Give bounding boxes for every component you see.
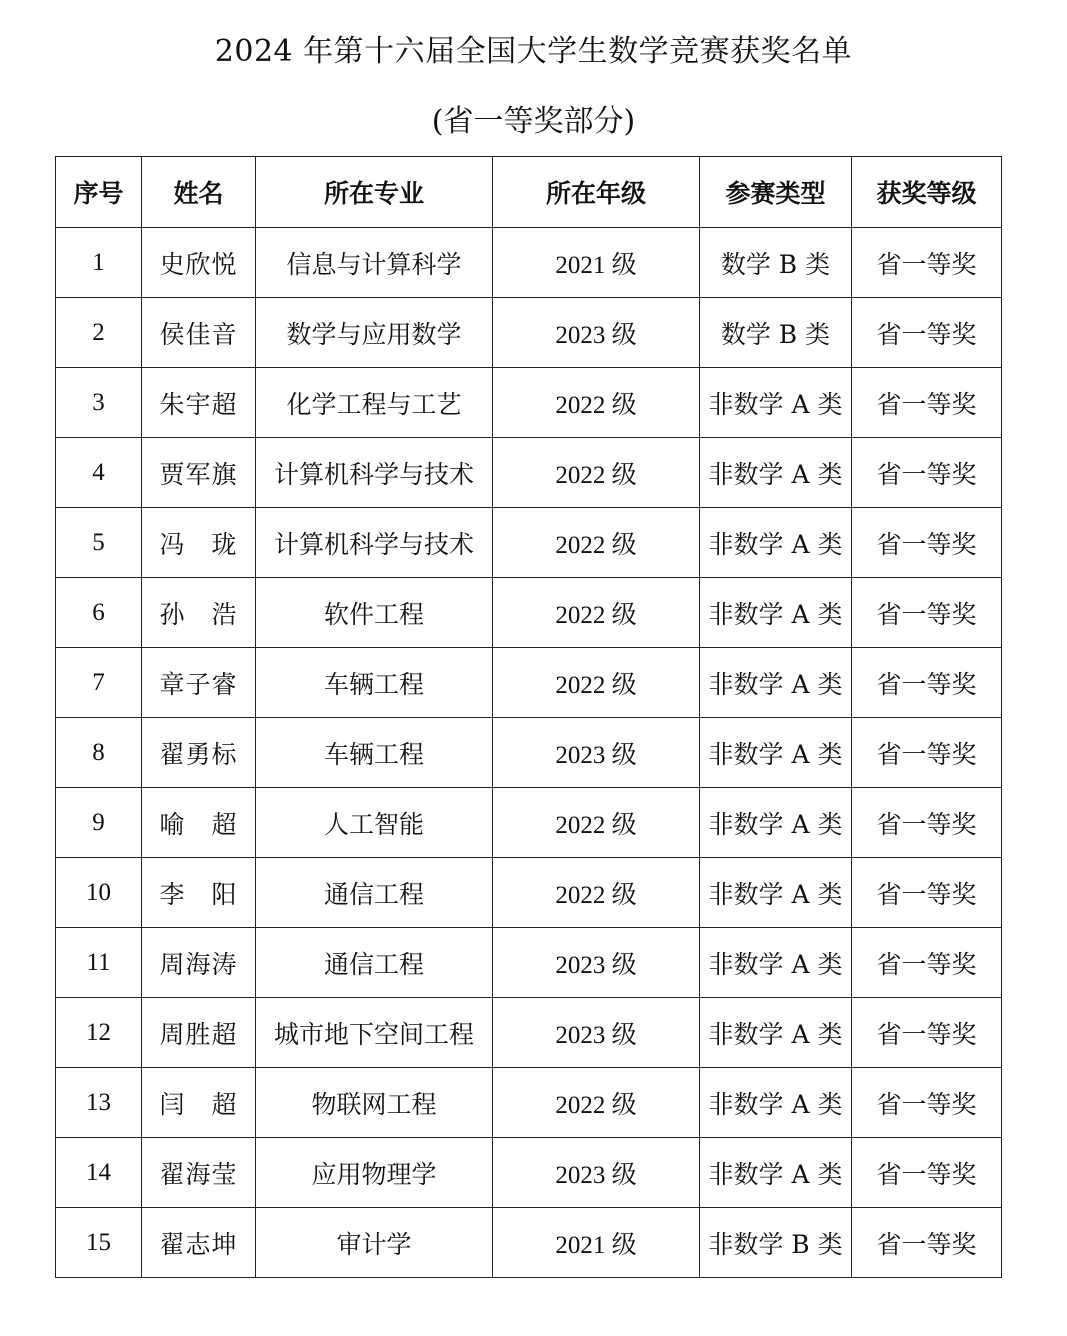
table-row xyxy=(56,788,1002,858)
grade-year-cell: 2022 级 xyxy=(493,1068,700,1138)
table-row xyxy=(56,998,1002,1068)
table-row xyxy=(56,228,1002,298)
award-level-cell: 省一等奖 xyxy=(852,578,1002,648)
student-name-cell: 孙 浩 xyxy=(142,578,256,648)
student-name-cell: 翟志坤 xyxy=(142,1208,256,1278)
serial-number-cell: 14 xyxy=(56,1138,142,1208)
document-subtitle: (省一等奖部分) xyxy=(431,104,636,139)
table-body xyxy=(56,228,1002,1278)
award-level-cell: 省一等奖 xyxy=(852,368,1002,438)
table-row xyxy=(56,648,1002,718)
header-serial-number: 序号 xyxy=(56,157,142,228)
competition-type-cell: 非数学 A 类 xyxy=(700,928,852,998)
award-level-cell: 省一等奖 xyxy=(852,1068,1002,1138)
serial-number-cell: 10 xyxy=(56,858,142,928)
award-level-cell: 省一等奖 xyxy=(852,998,1002,1068)
competition-type-cell: 非数学 A 类 xyxy=(700,858,852,928)
major-cell: 车辆工程 xyxy=(256,718,493,788)
award-level-cell: 省一等奖 xyxy=(852,928,1002,998)
student-name-cell: 周胜超 xyxy=(142,998,256,1068)
student-name-cell: 贾军旗 xyxy=(142,438,256,508)
award-level-cell: 省一等奖 xyxy=(852,648,1002,718)
student-name-cell: 史欣悦 xyxy=(142,228,256,298)
table-row xyxy=(56,578,1002,648)
major-cell: 城市地下空间工程 xyxy=(256,998,493,1068)
serial-number-cell: 11 xyxy=(56,928,142,998)
major-cell: 化学工程与工艺 xyxy=(256,368,493,438)
award-level-cell: 省一等奖 xyxy=(852,858,1002,928)
header-award-level: 获奖等级 xyxy=(852,157,1002,228)
student-name-cell: 章子睿 xyxy=(142,648,256,718)
competition-type-cell: 非数学 A 类 xyxy=(700,1068,852,1138)
competition-type-cell: 非数学 A 类 xyxy=(700,998,852,1068)
serial-number-cell: 15 xyxy=(56,1208,142,1278)
award-level-cell: 省一等奖 xyxy=(852,438,1002,508)
student-name-cell: 冯 珑 xyxy=(142,508,256,578)
grade-year-cell: 2023 级 xyxy=(493,718,700,788)
table-row xyxy=(56,1068,1002,1138)
major-cell: 物联网工程 xyxy=(256,1068,493,1138)
award-level-cell: 省一等奖 xyxy=(852,788,1002,858)
grade-year-cell: 2022 级 xyxy=(493,788,700,858)
major-cell: 审计学 xyxy=(256,1208,493,1278)
student-name-cell: 周海涛 xyxy=(142,928,256,998)
major-cell: 通信工程 xyxy=(256,928,493,998)
table-row xyxy=(56,438,1002,508)
table-row xyxy=(56,928,1002,998)
major-cell: 计算机科学与技术 xyxy=(256,438,493,508)
major-cell: 车辆工程 xyxy=(256,648,493,718)
competition-type-cell: 数学 B 类 xyxy=(700,298,852,368)
major-cell: 计算机科学与技术 xyxy=(256,508,493,578)
table-row xyxy=(56,368,1002,438)
serial-number-cell: 2 xyxy=(56,298,142,368)
student-name-cell: 翟勇标 xyxy=(142,718,256,788)
award-level-cell: 省一等奖 xyxy=(852,228,1002,298)
competition-type-cell: 非数学 B 类 xyxy=(700,1208,852,1278)
table-row xyxy=(56,508,1002,578)
serial-number-cell: 4 xyxy=(56,438,142,508)
table-row xyxy=(56,718,1002,788)
table-row xyxy=(56,1138,1002,1208)
serial-number-cell: 12 xyxy=(56,998,142,1068)
grade-year-cell: 2022 级 xyxy=(493,508,700,578)
grade-year-cell: 2021 级 xyxy=(493,228,700,298)
table-row xyxy=(56,858,1002,928)
student-name-cell: 朱宇超 xyxy=(142,368,256,438)
student-name-cell: 闫 超 xyxy=(142,1068,256,1138)
awards-table xyxy=(55,156,1002,1278)
serial-number-cell: 9 xyxy=(56,788,142,858)
grade-year-cell: 2022 级 xyxy=(493,578,700,648)
competition-type-cell: 非数学 A 类 xyxy=(700,438,852,508)
table-row xyxy=(56,1208,1002,1278)
major-cell: 通信工程 xyxy=(256,858,493,928)
student-name-cell: 翟海莹 xyxy=(142,1138,256,1208)
student-name-cell: 李 阳 xyxy=(142,858,256,928)
serial-number-cell: 1 xyxy=(56,228,142,298)
major-cell: 信息与计算科学 xyxy=(256,228,493,298)
award-level-cell: 省一等奖 xyxy=(852,298,1002,368)
header-grade-year: 所在年级 xyxy=(493,157,700,228)
competition-type-cell: 非数学 A 类 xyxy=(700,718,852,788)
grade-year-cell: 2022 级 xyxy=(493,438,700,508)
serial-number-cell: 8 xyxy=(56,718,142,788)
serial-number-cell: 5 xyxy=(56,508,142,578)
student-name-cell: 喻 超 xyxy=(142,788,256,858)
table-row xyxy=(56,298,1002,368)
table-header-row xyxy=(56,157,1002,228)
header-name: 姓名 xyxy=(142,157,256,228)
competition-type-cell: 非数学 A 类 xyxy=(700,368,852,438)
grade-year-cell: 2023 级 xyxy=(493,998,700,1068)
competition-type-cell: 非数学 A 类 xyxy=(700,1138,852,1208)
major-cell: 软件工程 xyxy=(256,578,493,648)
competition-type-cell: 非数学 A 类 xyxy=(700,788,852,858)
grade-year-cell: 2023 级 xyxy=(493,1138,700,1208)
grade-year-cell: 2021 级 xyxy=(493,1208,700,1278)
major-cell: 人工智能 xyxy=(256,788,493,858)
student-name-cell: 侯佳音 xyxy=(142,298,256,368)
grade-year-cell: 2023 级 xyxy=(493,298,700,368)
award-level-cell: 省一等奖 xyxy=(852,508,1002,578)
grade-year-cell: 2022 级 xyxy=(493,368,700,438)
major-cell: 数学与应用数学 xyxy=(256,298,493,368)
competition-type-cell: 数学 B 类 xyxy=(700,228,852,298)
serial-number-cell: 7 xyxy=(56,648,142,718)
major-cell: 应用物理学 xyxy=(256,1138,493,1208)
serial-number-cell: 6 xyxy=(56,578,142,648)
competition-type-cell: 非数学 A 类 xyxy=(700,648,852,718)
grade-year-cell: 2022 级 xyxy=(493,858,700,928)
serial-number-cell: 3 xyxy=(56,368,142,438)
serial-number-cell: 13 xyxy=(56,1068,142,1138)
document-title: 2024 年第十六届全国大学生数学竞赛获奖名单 xyxy=(214,34,853,69)
grade-year-cell: 2022 级 xyxy=(493,648,700,718)
award-level-cell: 省一等奖 xyxy=(852,1138,1002,1208)
header-competition-type: 参赛类型 xyxy=(700,157,852,228)
header-major: 所在专业 xyxy=(256,157,493,228)
grade-year-cell: 2023 级 xyxy=(493,928,700,998)
award-level-cell: 省一等奖 xyxy=(852,718,1002,788)
award-level-cell: 省一等奖 xyxy=(852,1208,1002,1278)
competition-type-cell: 非数学 A 类 xyxy=(700,508,852,578)
competition-type-cell: 非数学 A 类 xyxy=(700,578,852,648)
